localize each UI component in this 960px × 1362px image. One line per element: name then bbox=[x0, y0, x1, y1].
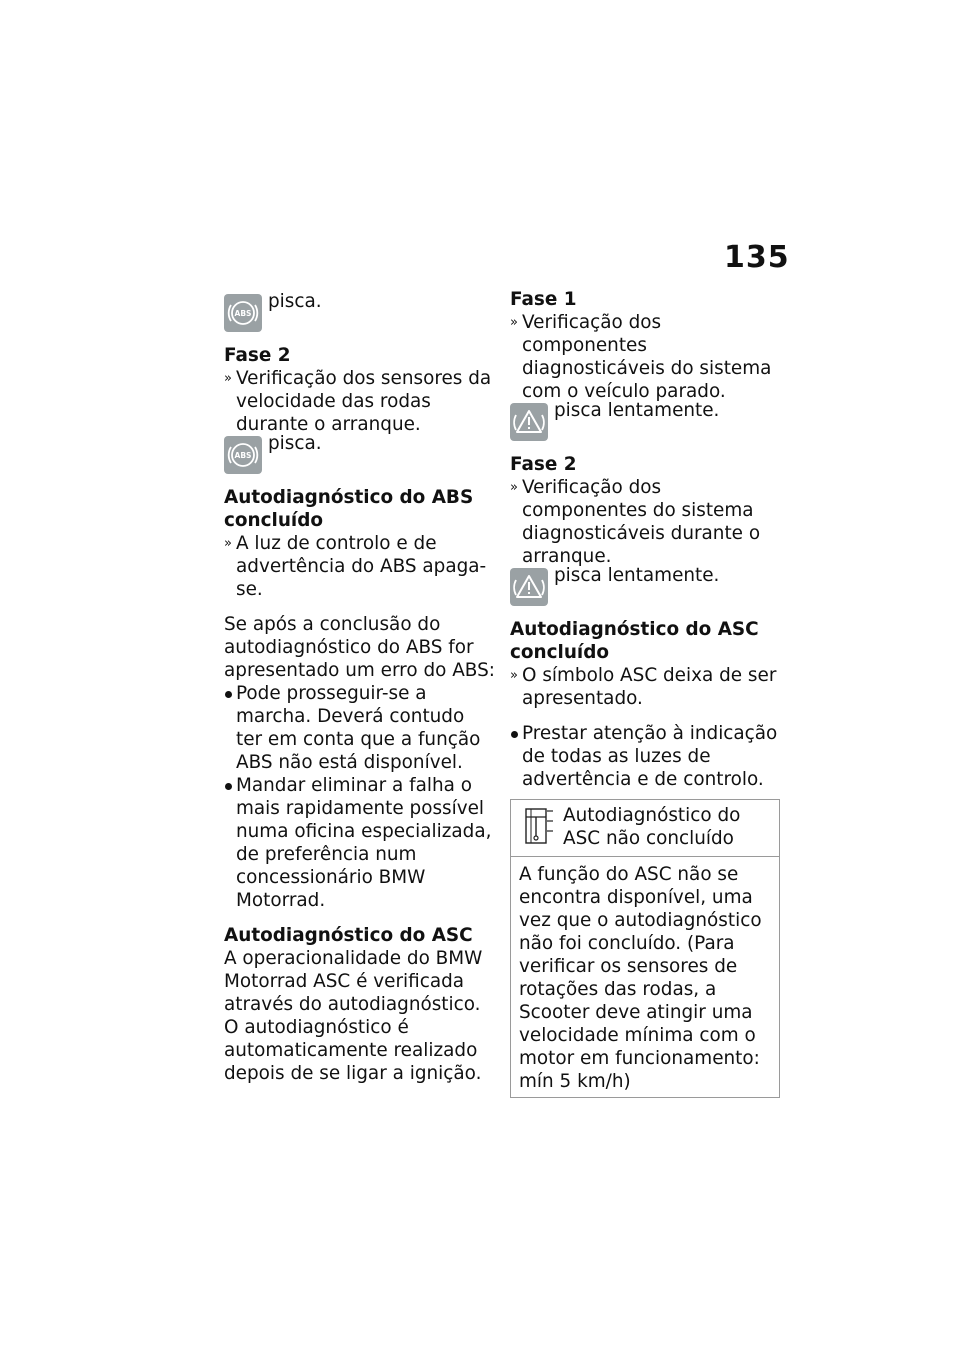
left-bullet-2 bbox=[224, 774, 496, 912]
result-arrow-icon: » bbox=[510, 480, 518, 495]
right-phase2-title: Fase 2 bbox=[510, 454, 577, 475]
note-box-body bbox=[511, 857, 779, 1097]
right-phase2-text: Verificação dos componentes do sistema diagnosticáveis durante o arranque. bbox=[522, 477, 761, 567]
warn-blink-row-2 bbox=[510, 562, 780, 606]
left-bullet-1-text: Pode prosseguir-se a marcha. Deverá contudo ter em conta que a função ABS não está disponível. bbox=[236, 683, 481, 773]
page-number: 135 bbox=[724, 240, 790, 275]
abs-blink-text-1: pisca. bbox=[268, 291, 322, 312]
warn-blink-text-2: pisca lentamente. bbox=[554, 565, 720, 586]
left-phase2-result bbox=[224, 367, 496, 436]
bullet-dot-icon bbox=[225, 691, 232, 698]
left-bullet-2-text: Mandar eliminar a falha o mais rapidamente possível numa oficina especializada, de preferência num concessionário BMW Motorrad. bbox=[236, 775, 492, 911]
abs-blink-row-1 bbox=[224, 288, 496, 332]
general-warning-light-icon bbox=[510, 403, 548, 441]
note-box-title: Autodiagnóstico do ASC não concluído bbox=[563, 805, 741, 849]
result-arrow-icon: » bbox=[224, 536, 232, 551]
right-phase1-result bbox=[510, 311, 780, 403]
right-bullet-1 bbox=[510, 722, 780, 791]
right-phase2-result bbox=[510, 476, 780, 568]
right-bullet-1-text: Prestar atenção à indicação de todas as luzes de advertência e de controlo. bbox=[522, 723, 778, 790]
warn-blink-row-1 bbox=[510, 397, 780, 441]
svg-text:ABS: ABS bbox=[234, 451, 252, 460]
asc-done-result bbox=[510, 664, 780, 710]
abs-done-result-text: A luz de controlo e de advertência do ABS apaga-se. bbox=[236, 533, 487, 600]
asc-done-title: Autodiagnóstico do ASC concluído bbox=[510, 619, 759, 663]
abs-blink-row-2 bbox=[224, 430, 496, 474]
left-phase2-text: Verificação dos sensores da velocidade das rodas durante o arranque. bbox=[236, 368, 492, 435]
warn-blink-text-1: pisca lentamente. bbox=[554, 400, 720, 421]
right-column bbox=[510, 288, 780, 1098]
abs-done-result bbox=[224, 532, 496, 601]
abs-error-intro: Se após a conclusão do autodiagnóstico do ABS for apresentado um erro do ABS: bbox=[224, 614, 495, 681]
right-phase1-title: Fase 1 bbox=[510, 289, 577, 310]
abs-warning-light-icon bbox=[224, 436, 262, 474]
abs-blink-text-2: pisca. bbox=[268, 433, 322, 454]
result-arrow-icon: » bbox=[224, 371, 232, 386]
result-arrow-icon: » bbox=[510, 315, 518, 330]
general-warning-light-icon bbox=[510, 568, 548, 606]
svg-text:ABS: ABS bbox=[234, 309, 252, 318]
bullet-dot-icon bbox=[511, 731, 518, 738]
asc-title: Autodiagnóstico do ASC bbox=[224, 925, 473, 946]
note-box-text: A função do ASC não se encontra disponível, uma vez que o autodiagnóstico não foi concluído. (Para verificar os sensores de rotações das rodas, a Scooter deve atingir uma velocidade mínima com o motor em funcionamento: mín 5 km/h) bbox=[519, 864, 762, 1092]
abs-done-title: Autodiagnóstico do ABS concluído bbox=[224, 487, 474, 531]
left-column bbox=[224, 288, 496, 1085]
bullet-dot-icon bbox=[225, 783, 232, 790]
abs-warning-light-icon bbox=[224, 294, 262, 332]
note-box-header bbox=[511, 800, 779, 857]
left-bullet-1 bbox=[224, 682, 496, 774]
asc-done-result-text: O símbolo ASC deixa de ser apresentado. bbox=[522, 665, 777, 709]
left-phase2-title: Fase 2 bbox=[224, 345, 291, 366]
right-phase1-text: Verificação dos componentes diagnosticáveis do sistema com o veículo parado. bbox=[522, 312, 772, 402]
asc-text: A operacionalidade do BMW Motorrad ASC é verificada através do autodiagnóstico. O autodiagnóstico é automaticamente realizado depois de se ligar a ignição. bbox=[224, 948, 483, 1084]
result-arrow-icon: » bbox=[510, 668, 518, 683]
note-ruler-icon bbox=[525, 806, 555, 846]
note-box bbox=[510, 799, 780, 1098]
